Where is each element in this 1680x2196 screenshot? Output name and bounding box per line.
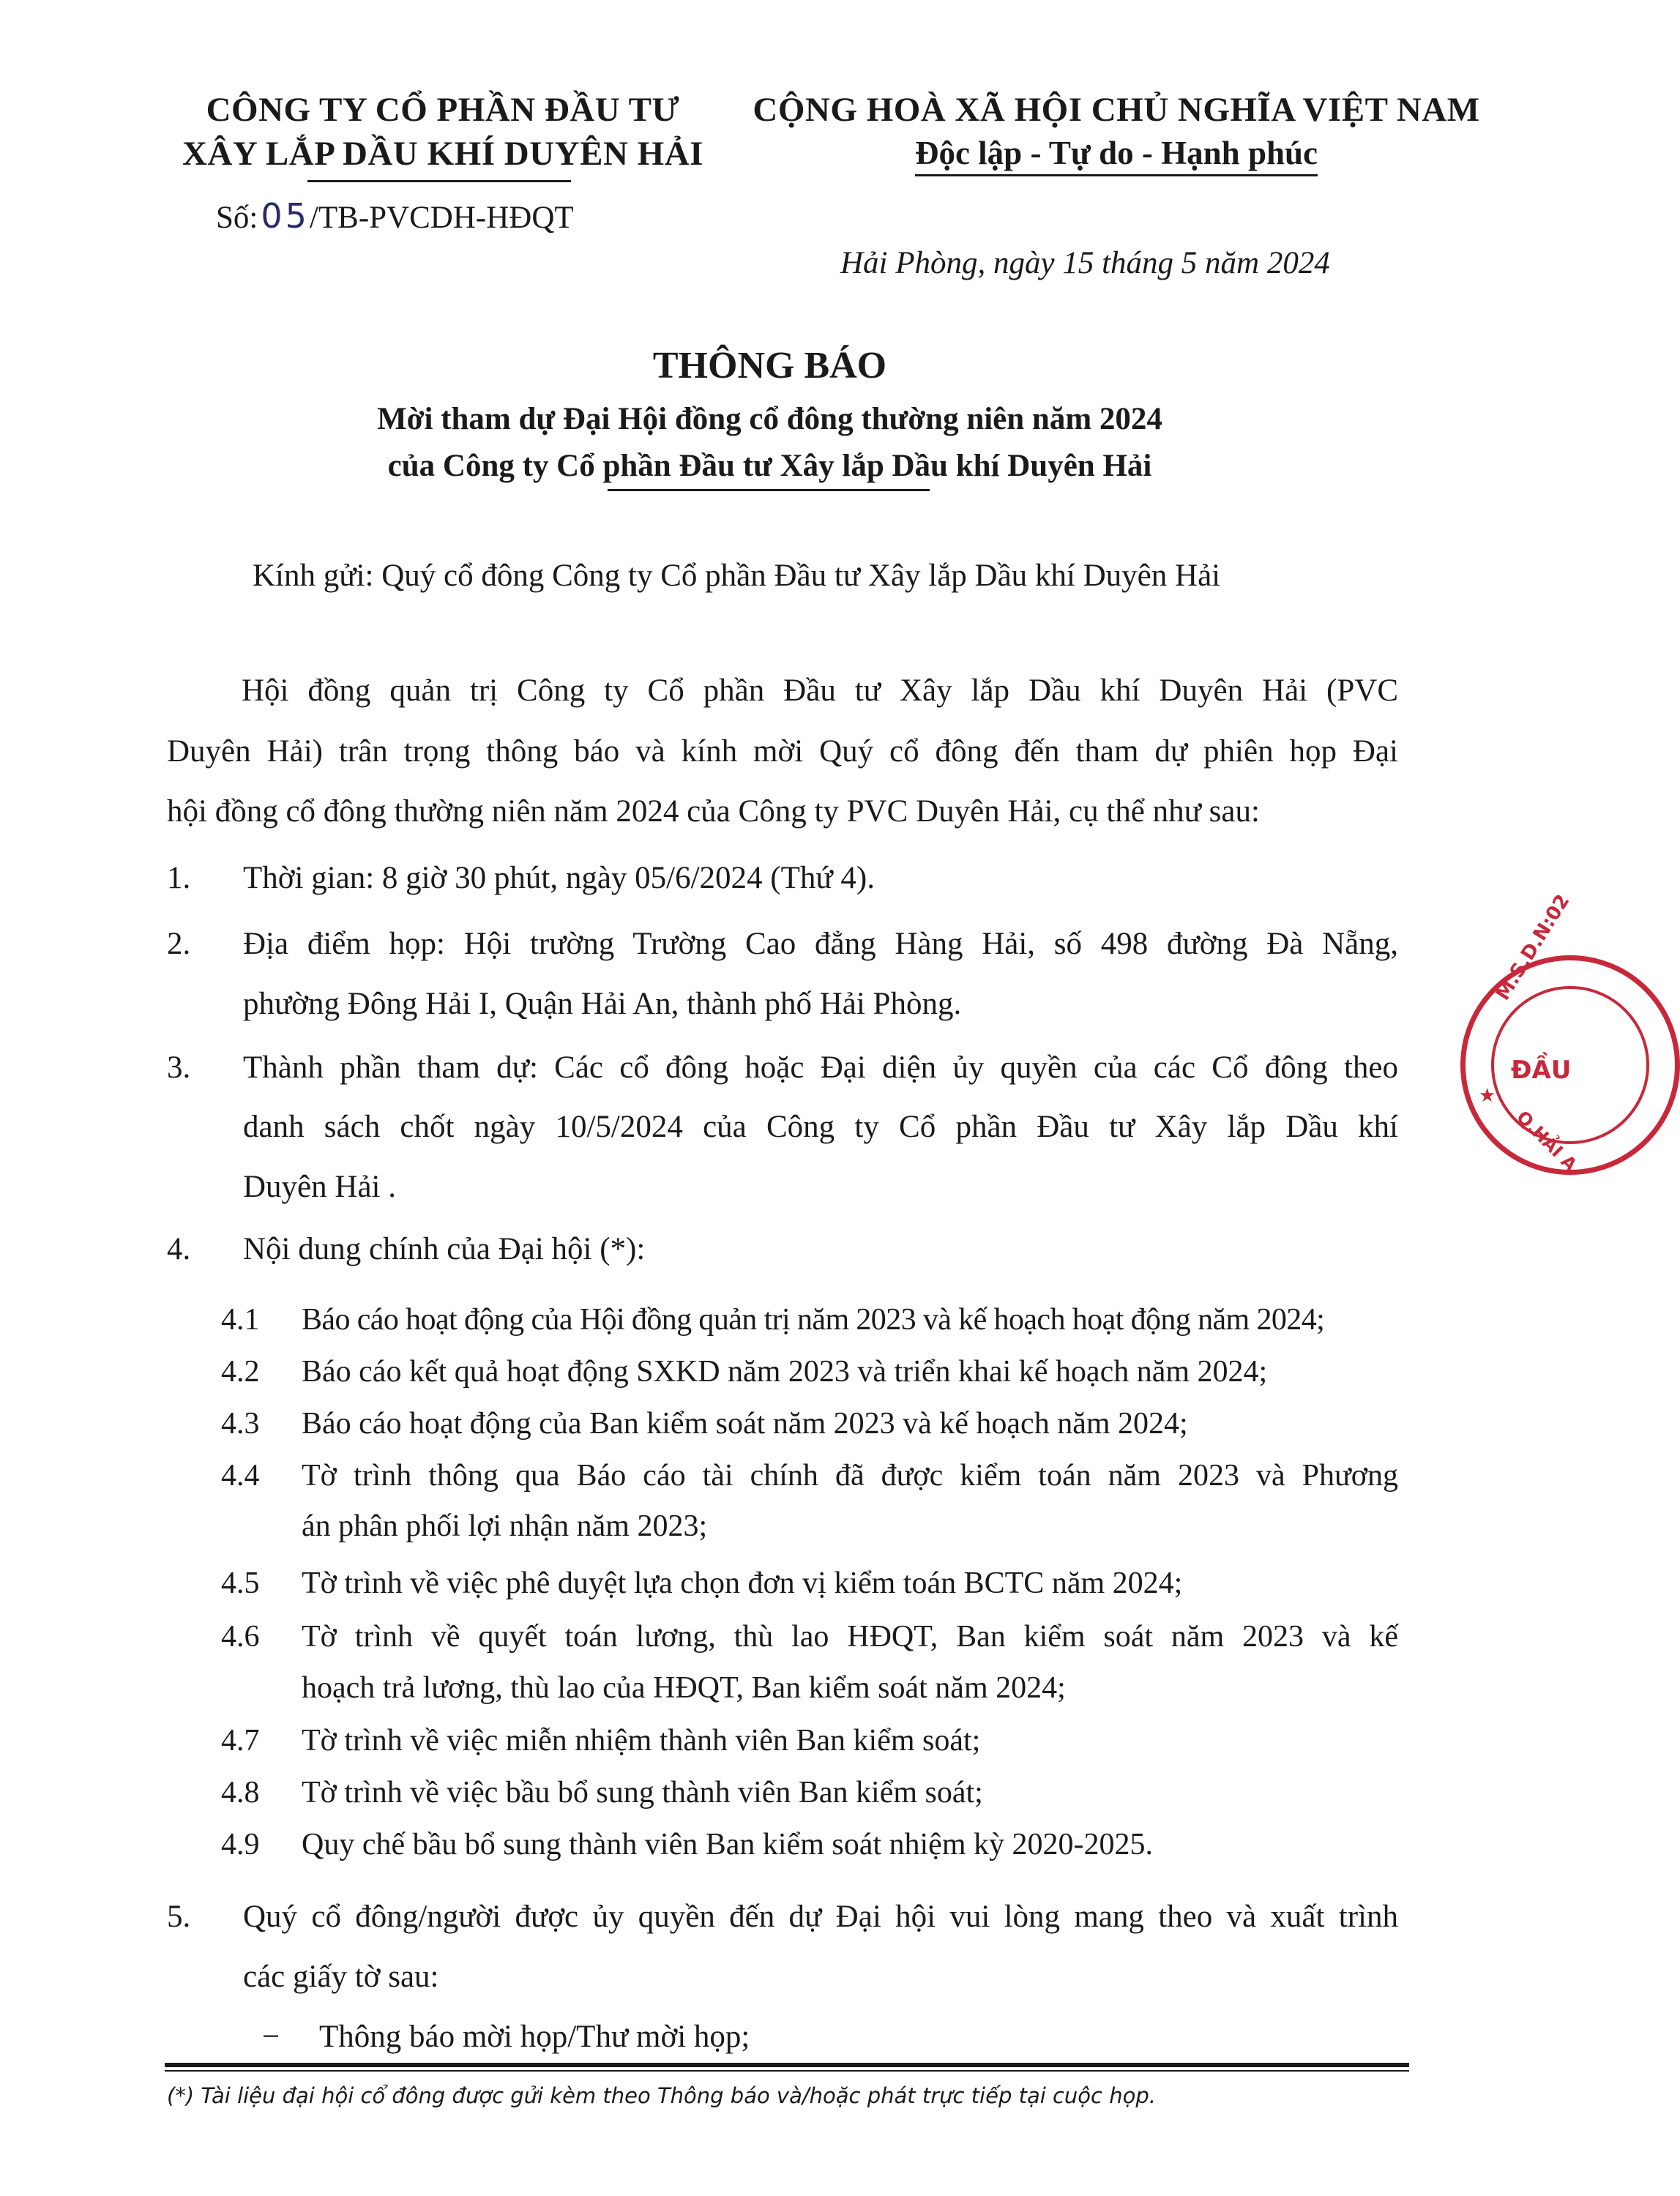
item-text: Địa điểm họp: Hội trường Trường Cao đẳng Hàng Hải, số 498 đường Đà Nẵng,	[243, 927, 1398, 961]
item-text: phường Đông Hải I, Quận Hải An, thành phố Hải Phòng.	[243, 987, 962, 1021]
subitem-text: Tờ trình về việc miễn nhiệm thành viên Ban kiểm soát;	[302, 1724, 981, 1758]
item-text: danh sách chốt ngày 10/5/2024 của Công ty Cổ phần Đầu tư Xây lắp Dầu khí	[243, 1110, 1398, 1144]
footnote-divider-thin	[165, 2070, 1409, 2072]
item-text: Thời gian: 8 giờ 30 phút, ngày 05/6/2024 (Thứ 4).	[243, 861, 876, 895]
item-text: Quý cổ đông/người được ủy quyền đến dự Đại hội vui lòng mang theo và xuất trình	[243, 1900, 1398, 1934]
nation-motto-text: Độc lập - Tự do - Hạnh phúc	[915, 135, 1318, 176]
title-subtitle-line1: Mời tham dự Đại Hội đồng cổ đông thường niên năm 2024	[377, 402, 1162, 436]
subitem-text: Tờ trình về việc bầu bổ sung thành viên Ban kiểm soát;	[302, 1776, 983, 1810]
document-number-handwritten: 05	[261, 196, 310, 236]
seal-text-bottom: Q.HẢI A	[1512, 1107, 1581, 1176]
subitem-text: Quy chế bầu bổ sung thành viên Ban kiểm soát nhiệm kỳ 2020-2025.	[302, 1828, 1153, 1861]
item-text: các giấy tờ sau:	[243, 1960, 439, 1994]
intro-line: Hội đồng quản trị Công ty Cổ phần Đầu tư Xây lắp Dầu khí Duyên Hải (PVC	[242, 673, 1398, 708]
subitem-number: 4.3	[221, 1407, 260, 1441]
item-number: 2.	[167, 927, 191, 961]
document-number-prefix: Số:	[216, 201, 258, 235]
subitem-text: Tờ trình về việc phê duyệt lựa chọn đơn vị kiểm toán BCTC năm 2024;	[302, 1566, 1183, 1600]
item-number: 3.	[167, 1050, 191, 1085]
subitem-number: 4.9	[221, 1828, 260, 1861]
subitem-text: Tờ trình thông qua Báo cáo tài chính đã được kiểm toán năm 2023 và Phương	[302, 1459, 1398, 1493]
item-number: 4.	[167, 1232, 191, 1266]
item-text: Duyên Hải .	[243, 1170, 396, 1204]
company-name-line2: XÂY LẮP DẦU KHÍ DUYÊN HẢI	[182, 135, 703, 173]
subitem-number: 4.5	[221, 1566, 260, 1600]
subitem-number: 4.1	[221, 1303, 260, 1337]
seal-text-middle: ĐẦU	[1511, 1056, 1572, 1085]
company-underline	[307, 180, 571, 182]
subitem-text: Báo cáo kết quả hoạt động SXKD năm 2023 và triển khai kế hoạch năm 2024;	[302, 1355, 1268, 1389]
seal-text-top: M.S.D.N:02	[1492, 890, 1575, 1004]
company-name-line1: CÔNG TY CỔ PHẦN ĐẦU TƯ	[206, 91, 680, 129]
subitem-number: 4.7	[221, 1724, 260, 1758]
nation-motto	[732, 134, 1501, 172]
intro-line: Duyên Hải) trân trọng thông báo và kính mời Quý cổ đông đến tham dự phiên họp Đại	[167, 734, 1398, 769]
footnote-divider-thick	[165, 2063, 1409, 2067]
subitem-text: Tờ trình về quyết toán lương, thù lao HĐQT, Ban kiểm soát năm 2023 và kế	[302, 1620, 1398, 1654]
nation-title: CỘNG HOÀ XÃ HỘI CHỦ NGHĨA VIỆT NAM	[753, 91, 1480, 129]
footnote: (*) Tài liệu đại hội cổ đông được gửi kèm theo Thông báo và/hoặc phát trực tiếp tại cuộc họp.	[167, 2083, 1156, 2108]
subitem-number: 4.4	[221, 1459, 260, 1493]
title-underline	[608, 489, 930, 491]
page-title: THÔNG BÁO	[652, 345, 887, 386]
company-seal	[1460, 890, 1680, 1176]
seal-star-icon: ★	[1479, 1085, 1496, 1106]
item-number: 5.	[167, 1900, 191, 1934]
subitem-text: hoạch trả lương, thù lao của HĐQT, Ban kiểm soát năm 2024;	[302, 1671, 1066, 1705]
subitem-text: án phân phối lợi nhận năm 2023;	[302, 1509, 708, 1543]
subitem-text: Báo cáo hoạt động của Hội đồng quản trị năm 2023 và kế hoạch hoạt động năm 2024;	[302, 1303, 1325, 1337]
title-subtitle-line2: của Công ty Cổ phần Đầu tư Xây lắp Dầu khí Duyên Hải	[387, 449, 1152, 483]
item-text: Thành phần tham dự: Các cổ đông hoặc Đại diện ủy quyền của các Cổ đông theo	[243, 1050, 1398, 1085]
intro-line: hội đồng cổ đông thường niên năm 2024 của Công ty PVC Duyên Hải, cụ thể như sau:	[167, 794, 1260, 829]
place-date: Hải Phòng, ngày 15 tháng 5 năm 2024	[840, 246, 1330, 280]
bullet-text: Thông báo mời họp/Thư mời họp;	[319, 2020, 750, 2054]
document-number	[216, 196, 574, 236]
document-number-suffix: /TB-PVCDH-HĐQT	[309, 201, 574, 235]
subitem-number: 4.6	[221, 1620, 260, 1654]
item-number: 1.	[167, 861, 191, 895]
subitem-number: 4.8	[221, 1776, 260, 1810]
item-text: Nội dung chính của Đại hội (*):	[243, 1232, 646, 1266]
recipient-line: Kính gửi: Quý cổ đông Công ty Cổ phần Đầu tư Xây lắp Dầu khí Duyên Hải	[253, 559, 1221, 593]
subitem-number: 4.2	[221, 1355, 260, 1389]
subitem-text: Báo cáo hoạt động của Ban kiểm soát năm 2023 và kế hoạch năm 2024;	[302, 1407, 1188, 1441]
bullet-dash: −	[262, 2020, 280, 2054]
